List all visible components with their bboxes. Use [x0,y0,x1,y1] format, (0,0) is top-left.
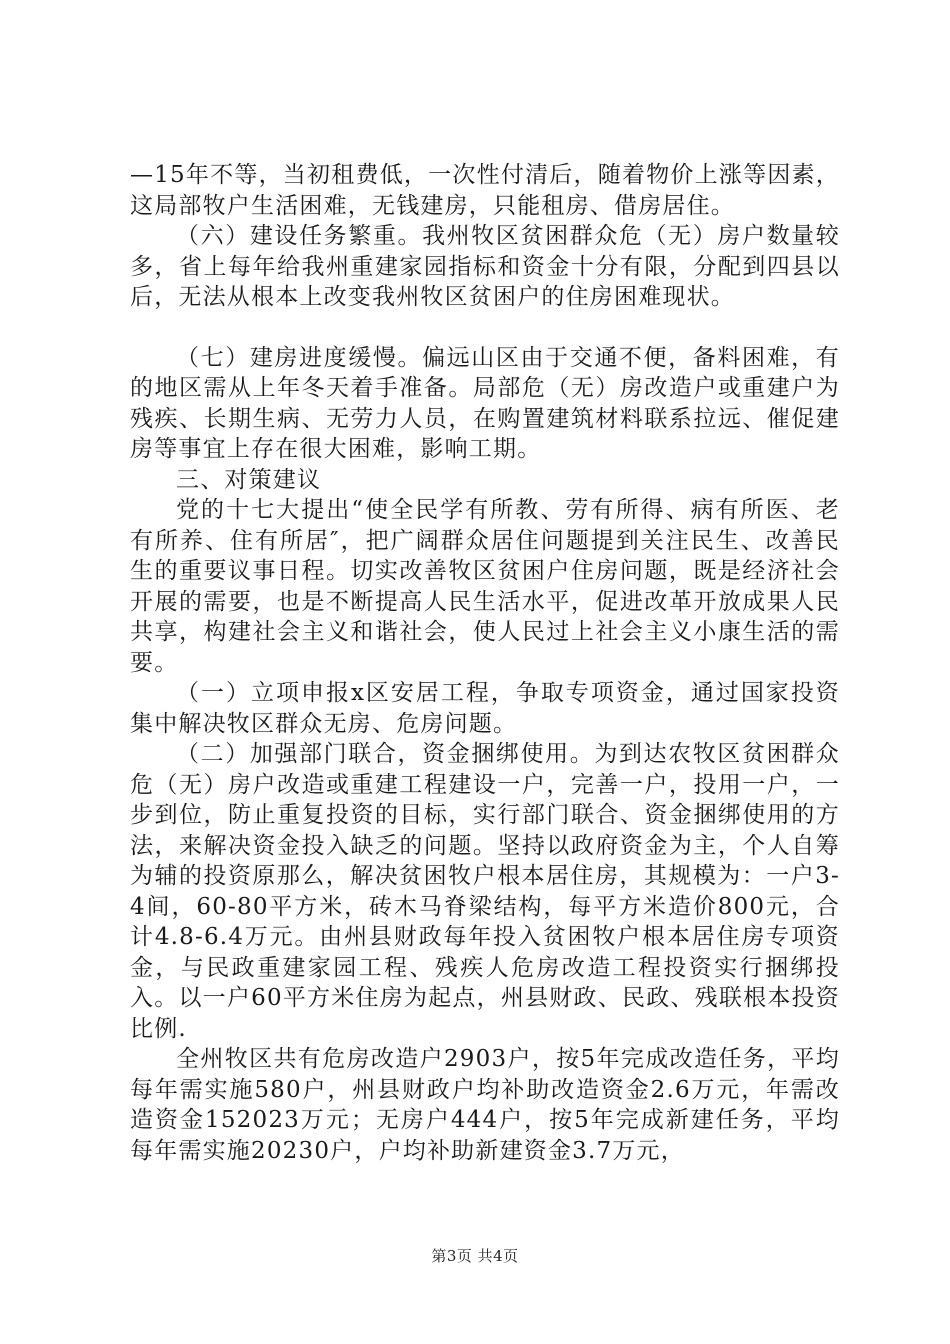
paragraph-continuation: —15年不等，当初租费低，一次性付清后，随着物价上涨等因素，这局部牧户生活困难，无钱建房，只能租房、借房居住。 [130,162,840,219]
paragraph-gap [130,313,840,343]
paragraph-item-6: （六）建设任务繁重。我州牧区贫困群众危（无）房户数量较多，省上每年给我州重建家园指标和资金十分有限，分配到四县以后，无法从根本上改变我州牧区贫困户的住房困难现状。 [130,223,840,310]
paragraph-item-7: （七）建房进度缓慢。偏远山区由于交通不便，备料困难，有的地区需从上年冬天着手准备。局部危（无）房改造户或重建户为残疾、长期生病、无劳力人员，在购置建筑材料联系拉远、催促建房等事宜上存在很大困难，影响工期。 [130,344,840,462]
paragraph-statistics: 全州牧区共有危房改造户2903户，按5年完成改造任务，平均每年需实施580户，州县财政户均补助改造资金2.6万元，年需改造资金152023万元；无房户444户，按5年完成新建任务，平均每年需实施20230户，户均补助新建资金3.7万元， [130,1046,840,1164]
paragraph-measure-2: （二）加强部门联合，资金捆绑使用。为到达农牧区贫困群众危（无）房户改造或重建工程建设一户，完善一户，投用一户，一步到位，防止重复投资的目标，实行部门联合、资金捆绑使用的方法，来解决资金投入缺乏的问题。坚持以政府资金为主，个人自筹为辅的投资原那么，解决贫困牧户根本居住房，其规模为：一户3-4间，60-80平方米，砖木马脊梁结构，每平方米造价800元，合计4.8-6.4万元。由州县财政每年投入贫困牧户根本居住房专项资金，与民政重建家园工程、残疾人危房改造工程投资实行捆绑投入。以一户60平方米住房为起点，州县财政、民政、残联根本投资比例. [130,741,840,1042]
document-body [130,160,840,1166]
section-heading: 三、对策建议 [176,466,322,493]
paragraph-measure-1: （一）立项申报x区安居工程，争取专项资金，通过国家投资集中解决牧区群众无房、危房问题。 [130,680,840,737]
paragraph-intro: 党的十七大提出“使全民学有所教、劳有所得、病有所医、老有所养、住有所居″，把广阔群众居住问题提到关注民生、改善民生的重要议事日程。切实改善牧区贫困户住房问题，既是经济社会开展的需要，也是不断提高人民生活水平，促进改革开放成果人民共享，构建社会主义和谐社会，使人民过上社会主义小康生活的需要。 [130,497,840,676]
page-number: 第3页 共4页 [431,1247,519,1265]
